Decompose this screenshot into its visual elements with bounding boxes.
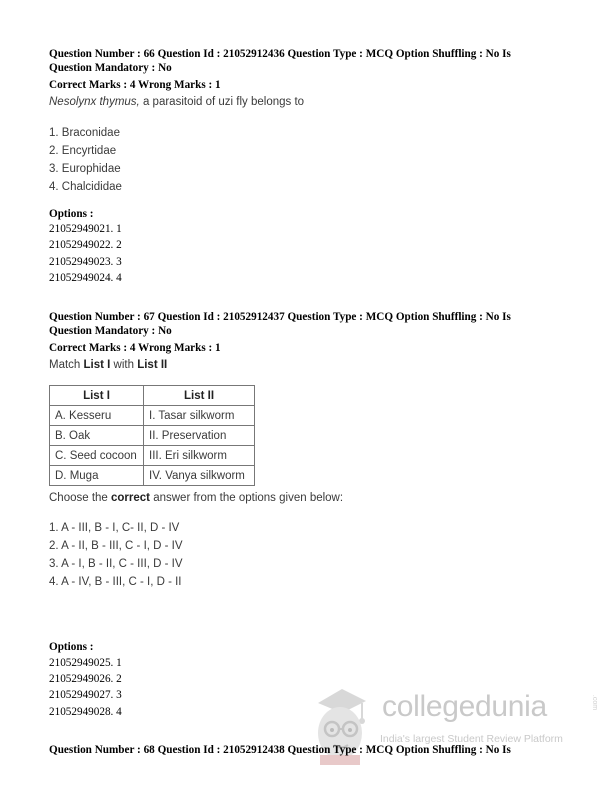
q66-species-name: Nesolynx thymus, [49,96,140,108]
q67-option-id: 21052949026. 2 [49,673,122,685]
q67-option-id: 21052949027. 3 [49,689,122,701]
q66-options-label: Options : [49,208,94,220]
q67-match-list2: List II [137,359,168,371]
q66-question-text [49,96,304,108]
table-cell: A. Kesseru [50,406,144,426]
q66-question-rest: a parasitoid of uzi fly belongs to [139,96,305,108]
q67-marks: Correct Marks : 4 Wrong Marks : 1 [49,342,221,354]
q67-choose-suffix: answer from the options given below: [150,492,344,504]
q67-header-line1: Question Number : 67 Question Id : 21052912437 Question Type : MCQ Option Shuffling : No Is [49,311,511,323]
q66-option-id: 21052949022. 2 [49,239,122,251]
table-row [50,446,255,466]
q67-choice: 4. A - IV, B - III, C - I, D - II [49,576,182,588]
watermark-suffix: .com [591,694,599,711]
q67-option-id: 21052949028. 4 [49,706,122,718]
q67-match-prefix: Match [49,359,84,371]
q66-option-id: 21052949024. 4 [49,272,122,284]
q66-header-line1: Question Number : 66 Question Id : 21052912436 Question Type : MCQ Option Shuffling : No Is [49,48,511,60]
q67-choose-prefix: Choose the [49,492,112,504]
table-row [50,426,255,446]
q67-choose-bold: correct [111,492,151,504]
table-header-list2: List II [144,386,255,406]
table-cell: II. Preservation [144,426,255,446]
table-cell: III. Eri silkworm [144,446,255,466]
table-cell: C. Seed cocoon [50,446,144,466]
q67-match-instruction [49,359,167,371]
q67-match-with: with [110,359,138,371]
table-cell: IV. Vanya silkworm [144,466,255,486]
q67-choice: 1. A - III, B - I, C- II, D - IV [49,522,180,534]
watermark-brand: collegedunia [382,690,547,723]
q66-header-line2: Question Mandatory : No [49,62,172,74]
q67-choice: 2. A - II, B - III, C - I, D - IV [49,540,183,552]
q66-option-id: 21052949021. 1 [49,223,122,235]
q68-header-line1: Question Number : 68 Question Id : 21052912438 Question Type : MCQ Option Shuffling : No Is [49,744,511,756]
q66-choice: 4. Chalcididae [49,181,122,193]
q67-choice: 3. A - I, B - II, C - III, D - IV [49,558,183,570]
q66-choice: 3. Europhidae [49,163,121,175]
table-cell: I. Tasar silkworm [144,406,255,426]
q67-choose-instruction [49,492,343,504]
q66-choice: 2. Encyrtidae [49,145,117,157]
q67-header-line2: Question Mandatory : No [49,325,172,337]
table-header-row [50,386,255,406]
table-row [50,406,255,426]
q67-match-list1: List I [83,359,111,371]
q67-option-id: 21052949025. 1 [49,657,122,669]
q66-marks: Correct Marks : 4 Wrong Marks : 1 [49,79,221,91]
q66-option-id: 21052949023. 3 [49,256,122,268]
table-row [50,466,255,486]
table-cell: B. Oak [50,426,144,446]
q66-choice: 1. Braconidae [49,127,120,139]
q67-match-table [49,385,255,486]
q67-options-label: Options : [49,641,94,653]
table-cell: D. Muga [50,466,144,486]
table-header-list1: List I [50,386,144,406]
watermark-tagline: India's largest Student Review Platform [380,733,563,745]
